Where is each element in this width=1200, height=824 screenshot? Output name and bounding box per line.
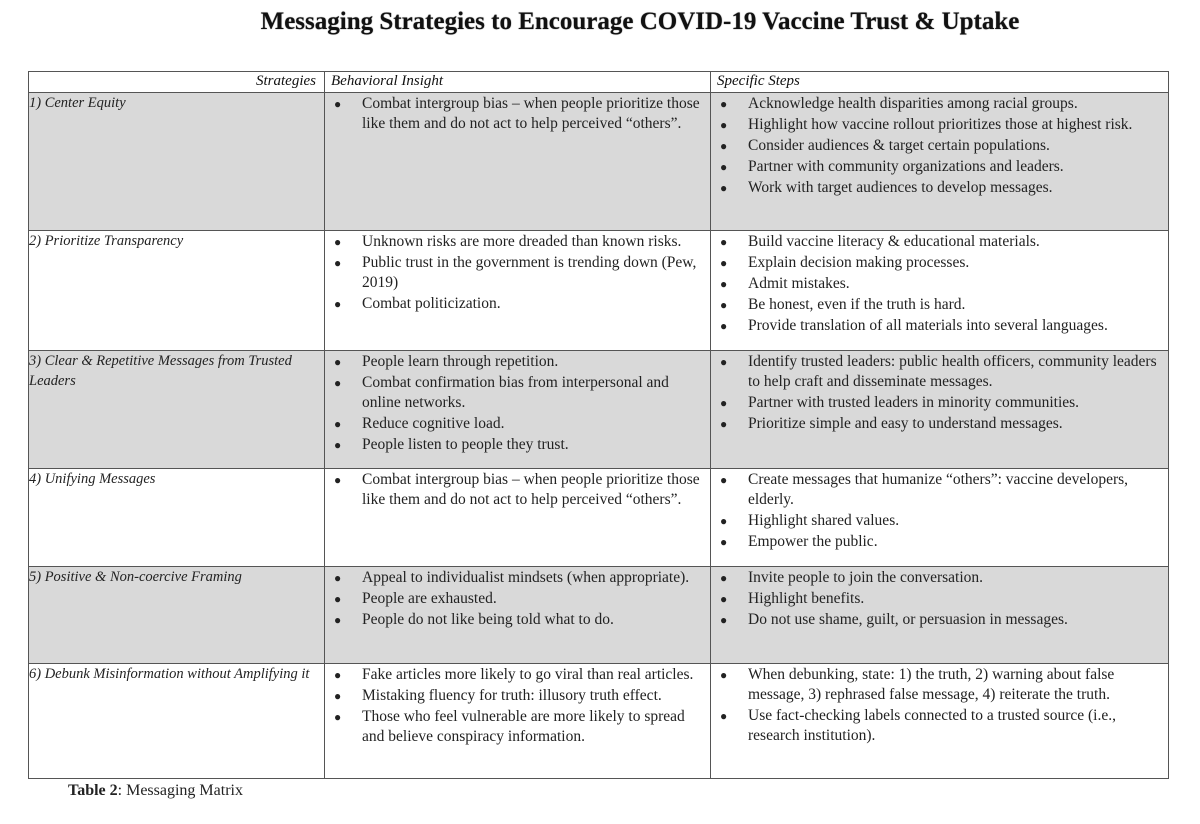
table-body bbox=[29, 93, 1169, 779]
step-item: ● Invite people to join the conversation. bbox=[711, 568, 1160, 588]
step-item: ● Use fact-checking labels connected to a trusted source (i.e., research institution). bbox=[711, 706, 1160, 746]
behavioral-insight-cell bbox=[325, 469, 711, 567]
table-row bbox=[29, 93, 1169, 231]
strategy-cell: 2) Prioritize Transparency bbox=[29, 231, 325, 351]
table-row bbox=[29, 469, 1169, 567]
messaging-matrix-table bbox=[28, 71, 1169, 779]
steps-list bbox=[711, 469, 1168, 552]
strategy-cell: 4) Unifying Messages bbox=[29, 469, 325, 567]
table-row bbox=[29, 351, 1169, 469]
strategy-cell: 1) Center Equity bbox=[29, 93, 325, 231]
insight-item: ● Unknown risks are more dreaded than known risks. bbox=[325, 232, 702, 252]
specific-steps-cell bbox=[711, 664, 1169, 779]
step-item: ● Build vaccine literacy & educational materials. bbox=[711, 232, 1160, 252]
step-item: ● Consider audiences & target certain populations. bbox=[711, 136, 1160, 156]
insight-list bbox=[325, 351, 710, 455]
strategy-cell: 3) Clear & Repetitive Messages from Trusted Leaders bbox=[29, 351, 325, 469]
strategy-cell: 6) Debunk Misinformation without Amplifying it bbox=[29, 664, 325, 779]
step-item: ● Empower the public. bbox=[711, 532, 1160, 552]
document-title: Messaging Strategies to Encourage COVID-19 Vaccine Trust & Uptake bbox=[260, 8, 1020, 35]
insight-item: ● Appeal to individualist mindsets (when appropriate). bbox=[325, 568, 702, 588]
step-item: ● Acknowledge health disparities among racial groups. bbox=[711, 94, 1160, 114]
insight-item: ● Combat confirmation bias from interpersonal and online networks. bbox=[325, 373, 702, 413]
specific-steps-cell bbox=[711, 231, 1169, 351]
header-specific-steps: Specific Steps bbox=[711, 72, 1169, 93]
specific-steps-cell bbox=[711, 567, 1169, 664]
insight-item: ● Mistaking fluency for truth: illusory truth effect. bbox=[325, 686, 702, 706]
steps-list bbox=[711, 664, 1168, 746]
insight-item: ● People listen to people they trust. bbox=[325, 435, 702, 455]
step-item: ● Partner with community organizations and leaders. bbox=[711, 157, 1160, 177]
step-item: ● Do not use shame, guilt, or persuasion in messages. bbox=[711, 610, 1160, 630]
insight-list bbox=[325, 664, 710, 747]
behavioral-insight-cell bbox=[325, 567, 711, 664]
insight-item: ● Combat politicization. bbox=[325, 294, 702, 314]
insight-item: ● Public trust in the government is trending down (Pew, 2019) bbox=[325, 253, 702, 293]
insight-list bbox=[325, 231, 710, 314]
step-item: ● When debunking, state: 1) the truth, 2) warning about false message, 3) rephrased false message, 4) reiterate the truth. bbox=[711, 665, 1160, 705]
behavioral-insight-cell bbox=[325, 93, 711, 231]
insight-item: ● Combat intergroup bias – when people prioritize those like them and do not act to help perceived “others”. bbox=[325, 94, 702, 134]
step-item: ● Explain decision making processes. bbox=[711, 253, 1160, 273]
insight-list bbox=[325, 469, 710, 510]
caption-label: Table 2 bbox=[68, 782, 118, 799]
step-item: ● Highlight benefits. bbox=[711, 589, 1160, 609]
insight-item: ● Reduce cognitive load. bbox=[325, 414, 702, 434]
header-behavioral-insight: Behavioral Insight bbox=[325, 72, 711, 93]
step-item: ● Highlight how vaccine rollout prioritizes those at highest risk. bbox=[711, 115, 1160, 135]
insight-item: ● Those who feel vulnerable are more likely to spread and believe conspiracy information. bbox=[325, 707, 702, 747]
step-item: ● Prioritize simple and easy to understand messages. bbox=[711, 414, 1160, 434]
specific-steps-cell bbox=[711, 351, 1169, 469]
steps-list bbox=[711, 93, 1168, 198]
strategy-cell: 5) Positive & Non-coercive Framing bbox=[29, 567, 325, 664]
insight-list bbox=[325, 567, 710, 630]
behavioral-insight-cell bbox=[325, 351, 711, 469]
behavioral-insight-cell bbox=[325, 664, 711, 779]
header-strategies: Strategies bbox=[29, 72, 325, 93]
caption-text: : Messaging Matrix bbox=[117, 782, 243, 799]
table-caption bbox=[68, 782, 243, 800]
behavioral-insight-cell bbox=[325, 231, 711, 351]
step-item: ● Provide translation of all materials into several languages. bbox=[711, 316, 1160, 336]
table-row bbox=[29, 567, 1169, 664]
specific-steps-cell bbox=[711, 93, 1169, 231]
insight-list bbox=[325, 93, 710, 134]
step-item: ● Admit mistakes. bbox=[711, 274, 1160, 294]
steps-list bbox=[711, 351, 1168, 434]
step-item: ● Create messages that humanize “others”: vaccine developers, elderly. bbox=[711, 470, 1160, 510]
insight-item: ● Combat intergroup bias – when people prioritize those like them and do not act to help perceived “others”. bbox=[325, 470, 702, 510]
table-row bbox=[29, 664, 1169, 779]
table-header-row bbox=[29, 72, 1169, 93]
steps-list bbox=[711, 567, 1168, 630]
step-item: ● Partner with trusted leaders in minority communities. bbox=[711, 393, 1160, 413]
insight-item: ● People are exhausted. bbox=[325, 589, 702, 609]
step-item: ● Identify trusted leaders: public health officers, community leaders to help craft and disseminate messages. bbox=[711, 352, 1160, 392]
table-row bbox=[29, 231, 1169, 351]
insight-item: ● People do not like being told what to do. bbox=[325, 610, 702, 630]
insight-item: ● People learn through repetition. bbox=[325, 352, 702, 372]
step-item: ● Be honest, even if the truth is hard. bbox=[711, 295, 1160, 315]
steps-list bbox=[711, 231, 1168, 336]
specific-steps-cell bbox=[711, 469, 1169, 567]
insight-item: ● Fake articles more likely to go viral than real articles. bbox=[325, 665, 702, 685]
step-item: ● Highlight shared values. bbox=[711, 511, 1160, 531]
step-item: ● Work with target audiences to develop messages. bbox=[711, 178, 1160, 198]
